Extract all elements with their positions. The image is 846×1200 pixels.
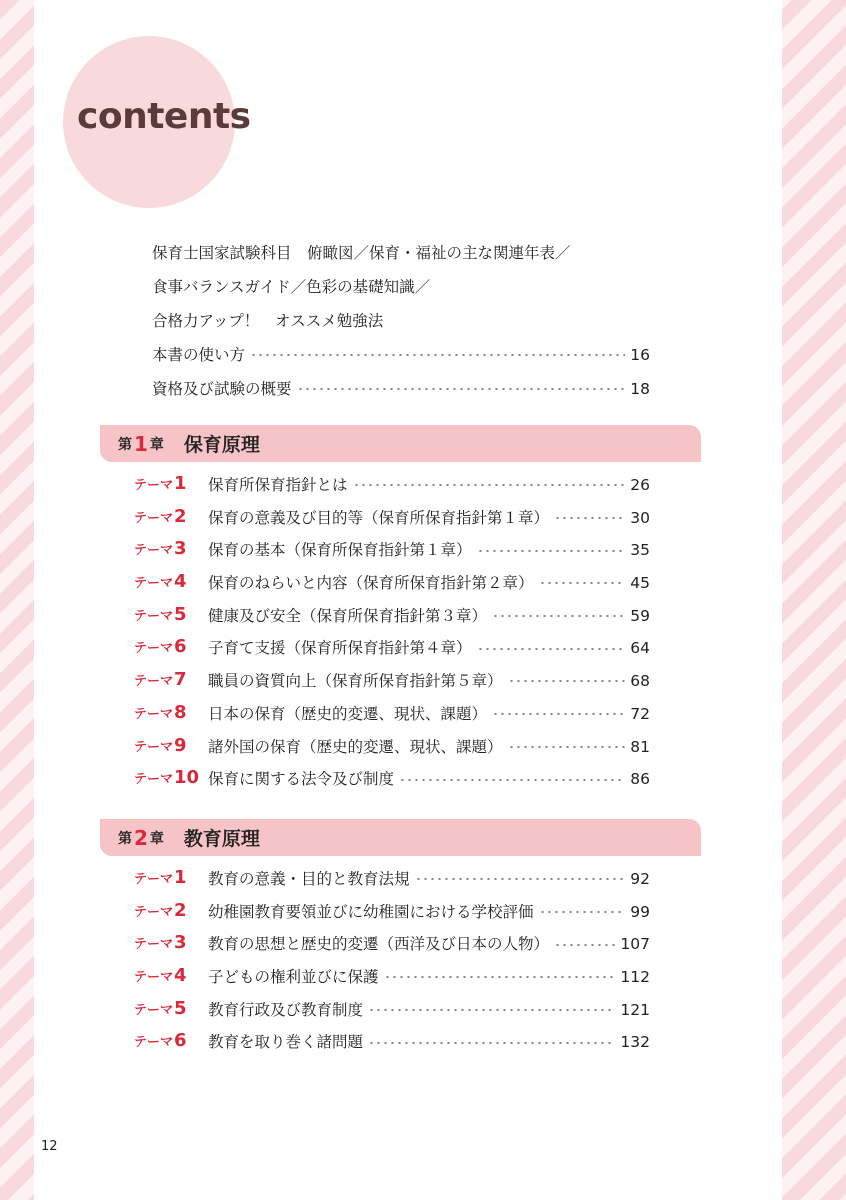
toc-theme-row[interactable] (134, 534, 650, 567)
dot-leader (297, 388, 626, 390)
dot-leader (554, 517, 625, 519)
dot-leader (508, 746, 626, 748)
theme-label: テーマ1 (134, 867, 187, 888)
theme-label: テーマ4 (134, 571, 187, 593)
theme-label: テーマ6 (134, 636, 187, 658)
toc-theme-row[interactable] (134, 896, 650, 929)
theme-label: テーマ5 (134, 603, 187, 625)
theme-page: 59 (630, 606, 650, 625)
front-matter (152, 236, 650, 406)
theme-title: 教育の意義・目的と教育法規 (208, 870, 410, 888)
chapter-prefix: 第 (118, 830, 132, 847)
dot-leader (250, 354, 625, 356)
toc-theme-row[interactable] (134, 600, 650, 633)
dot-leader (539, 582, 626, 584)
theme-title: 健康及び安全（保育所保育指針第３章） (208, 606, 488, 625)
dot-leader (384, 976, 616, 978)
toc-entry-page: 18 (630, 380, 650, 398)
theme-title: 保育の意義及び目的等（保育所保育指針第１章） (208, 508, 550, 527)
theme-page: 81 (630, 737, 650, 756)
theme-page: 92 (630, 870, 650, 888)
toc-theme-row[interactable] (134, 961, 650, 994)
toc-page (34, 0, 782, 1200)
toc-theme-row[interactable] (134, 502, 650, 535)
theme-title: 日本の保育（歴史的変遷、現状、課題） (208, 704, 488, 723)
chapter-suffix: 章 (149, 436, 164, 453)
dot-leader (399, 779, 625, 781)
toc-theme-row[interactable] (134, 994, 650, 1027)
theme-page: 35 (630, 541, 650, 560)
theme-title: 教育の思想と歴史的変遷（西洋及び日本の人物） (208, 935, 550, 954)
toc-theme-row[interactable] (134, 632, 650, 665)
page-title: contents (77, 96, 251, 137)
toc-theme-row[interactable] (134, 469, 650, 502)
theme-title: 教育を取り巻く諸問題 (208, 1033, 364, 1052)
page-number: 12 (41, 1139, 58, 1154)
toc-entry-exam-overview[interactable] (152, 372, 650, 406)
dot-leader (492, 713, 625, 715)
toc-theme-row[interactable] (134, 1026, 650, 1059)
dot-leader (508, 680, 626, 682)
theme-page: 86 (630, 770, 650, 789)
toc-theme-row[interactable] (134, 928, 650, 961)
theme-page: 72 (630, 704, 650, 723)
theme-label: テーマ9 (134, 734, 187, 756)
theme-title: 子育て支援（保育所保育指針第４章） (208, 639, 472, 658)
theme-label: テーマ10 (134, 767, 200, 789)
theme-page: 68 (630, 672, 650, 691)
theme-label: テーマ8 (134, 701, 187, 723)
chapter-title: 保育原理 (183, 434, 260, 456)
toc-entry-title: 本書の使い方 (152, 346, 246, 364)
chapter-1-header[interactable] (100, 425, 701, 462)
theme-title: 幼稚園教育要領並びに幼稚園における学校評価 (208, 902, 534, 921)
chapter-prefix: 第 (118, 436, 132, 453)
toc-theme-row[interactable] (134, 731, 650, 764)
toc-theme-row[interactable] (134, 763, 650, 796)
theme-title: 諸外国の保育（歴史的変遷、現状、課題） (208, 737, 503, 756)
toc-theme-row[interactable] (134, 665, 650, 698)
theme-page: 132 (620, 1033, 650, 1052)
theme-label: テーマ2 (134, 899, 187, 921)
toc-entry-page: 16 (630, 346, 650, 364)
chapter-suffix: 章 (149, 830, 164, 847)
dot-leader (415, 878, 626, 880)
chapter-1-themes (134, 469, 650, 796)
dot-leader (353, 484, 626, 486)
toc-theme-row[interactable] (134, 567, 650, 600)
dot-leader (554, 944, 615, 946)
theme-title: 職員の資質向上（保育所保育指針第５章） (208, 672, 503, 691)
dot-leader (368, 1009, 615, 1011)
theme-label: テーマ1 (134, 473, 187, 494)
toc-theme-row[interactable] (134, 698, 650, 731)
dot-leader (492, 615, 625, 617)
theme-title: 保育のねらいと内容（保育所保育指針第２章） (208, 574, 534, 593)
theme-page: 99 (630, 902, 650, 921)
chapter-title: 教育原理 (183, 828, 260, 850)
chapter-2-themes (134, 863, 650, 1059)
theme-title: 教育行政及び教育制度 (208, 1000, 364, 1019)
theme-page: 112 (620, 968, 650, 987)
toc-entry-how-to-use[interactable] (152, 338, 650, 372)
theme-page: 30 (630, 508, 650, 527)
theme-label: テーマ7 (134, 669, 187, 691)
theme-label: テーマ3 (134, 932, 187, 954)
theme-title: 保育に関する法令及び制度 (208, 770, 395, 789)
theme-title: 子どもの権利並びに保護 (208, 968, 379, 987)
theme-page: 45 (630, 574, 650, 593)
dot-leader (539, 911, 626, 913)
dot-leader (477, 550, 626, 552)
front-matter-line: 合格力アップ！ オススメ勉強法 (152, 312, 384, 330)
theme-page: 64 (630, 639, 650, 658)
theme-title: 保育の基本（保育所保育指針第１章） (208, 541, 472, 560)
theme-label: テーマ5 (134, 997, 187, 1019)
theme-page: 107 (620, 935, 650, 954)
theme-page: 26 (630, 476, 650, 494)
theme-label: テーマ3 (134, 538, 187, 560)
chapter-number: 1 (134, 431, 148, 456)
front-matter-line: 保育士国家試験科目 俯瞰図／保育・福祉の主な関連年表／ (152, 244, 571, 262)
chapter-2-header[interactable] (100, 819, 701, 856)
chapter-number: 2 (134, 825, 148, 850)
toc-theme-row[interactable] (134, 863, 650, 896)
theme-label: テーマ6 (134, 1030, 187, 1052)
front-matter-line: 食事バランスガイド／色彩の基礎知識／ (152, 278, 431, 296)
dot-leader (368, 1042, 615, 1044)
theme-label: テーマ4 (134, 965, 187, 987)
theme-page: 121 (620, 1000, 650, 1019)
theme-label: テーマ2 (134, 505, 187, 527)
theme-title: 保育所保育指針とは (208, 476, 348, 494)
toc-entry-title: 資格及び試験の概要 (152, 380, 292, 398)
dot-leader (477, 648, 626, 650)
